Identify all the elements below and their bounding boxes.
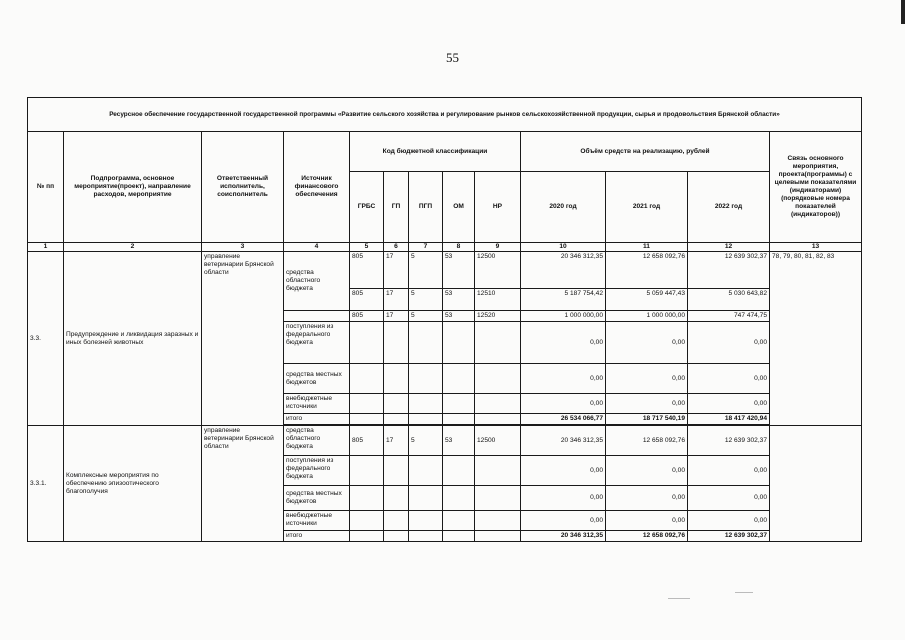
col-number: 1 xyxy=(28,243,64,252)
amount-2022: 12 639 302,37 xyxy=(688,426,770,456)
header-executor: Ответственный исполнитель, соисполнитель xyxy=(202,132,284,243)
row-number: 3.3. xyxy=(28,252,64,426)
source-label: средства местных бюджетов xyxy=(284,486,350,511)
grbs-cell: 805 xyxy=(350,426,384,456)
amount-2022: 12 639 302,37 xyxy=(688,252,770,289)
col-number: 8 xyxy=(443,243,475,252)
pgp-cell: 5 xyxy=(409,311,443,322)
amount-2022: 0,00 xyxy=(688,486,770,511)
header-kbk: Код бюджетной классификации xyxy=(350,132,521,172)
col-number: 4 xyxy=(284,243,350,252)
total-2020: 20 346 312,35 xyxy=(521,531,606,542)
header-num: № пп xyxy=(28,132,64,243)
header-nr: НР xyxy=(475,172,521,243)
amount-2022: 747 474,75 xyxy=(688,311,770,322)
amount-2020: 0,00 xyxy=(521,394,606,414)
om-cell: 53 xyxy=(443,289,475,311)
gp-cell: 17 xyxy=(384,426,409,456)
col-number: 11 xyxy=(606,243,688,252)
total-2021: 18 717 540,19 xyxy=(606,414,688,425)
source-label: поступления из федерального бюджета xyxy=(284,322,350,364)
col-number: 10 xyxy=(521,243,606,252)
col-number: 6 xyxy=(384,243,409,252)
source-label: итого xyxy=(284,414,350,425)
pgp-cell: 5 xyxy=(409,289,443,311)
amount-2022: 0,00 xyxy=(688,394,770,414)
amount-2021: 12 658 092,76 xyxy=(606,426,688,456)
row-executor: управление ветеринарии Брянской области xyxy=(202,252,284,426)
total-2021: 12 658 092,76 xyxy=(606,531,688,542)
table-title: Ресурсное обеспечение государственной государственной программы «Развитие сельского хозяйства и регулирование рынков сельскохозяйственной продукции, сырья и продовольствия Брянской области» xyxy=(28,98,862,132)
grbs-cell: 805 xyxy=(350,252,384,289)
indicator-links xyxy=(770,426,862,542)
om-cell: 53 xyxy=(443,426,475,456)
total-2020: 26 534 066,77 xyxy=(521,414,606,425)
grbs-cell: 805 xyxy=(350,311,384,322)
total-2022: 18 417 420,94 xyxy=(688,414,770,425)
pgp-cell: 5 xyxy=(409,426,443,456)
total-2022: 12 639 302,37 xyxy=(688,531,770,542)
table-row xyxy=(28,252,862,289)
header-2022: 2022 год xyxy=(688,172,770,243)
source-label: средства местных бюджетов xyxy=(284,364,350,394)
row-executor: управление ветеринарии Брянской области xyxy=(202,426,284,542)
row-name: Предупреждение и ликвидация заразных и иных болезней животных xyxy=(64,252,202,426)
page-number: 55 xyxy=(446,50,459,65)
om-cell: 53 xyxy=(443,252,475,289)
nr-cell: 12500 xyxy=(475,426,521,456)
nr-cell: 12520 xyxy=(475,311,521,322)
amount-2021: 0,00 xyxy=(606,364,688,394)
amount-2020: 0,00 xyxy=(521,322,606,364)
amount-2020: 1 000 000,00 xyxy=(521,311,606,322)
col-number: 13 xyxy=(770,243,862,252)
col-number: 3 xyxy=(202,243,284,252)
amount-2021: 0,00 xyxy=(606,394,688,414)
amount-2020: 0,00 xyxy=(521,486,606,511)
source-label: поступления из федерального бюджета xyxy=(284,456,350,486)
scan-edge-mark xyxy=(901,0,905,24)
header-link: Связь основного мероприятия, проекта(программы) с целевыми показателями (индикаторами) (порядковые номера показателей (индикаторов)) xyxy=(770,132,862,243)
indicator-links: 78, 79, 80, 81, 82, 83 xyxy=(770,252,862,426)
amount-2020: 0,00 xyxy=(521,456,606,486)
amount-2021: 0,00 xyxy=(606,456,688,486)
gp-cell: 17 xyxy=(384,311,409,322)
header-name: Подпрограмма, основное мероприятие(проект), направление расходов, мероприятие xyxy=(64,132,202,243)
amount-2021: 12 658 092,76 xyxy=(606,252,688,289)
source-label-empty xyxy=(284,311,350,322)
amount-2021: 0,00 xyxy=(606,486,688,511)
amount-2022: 0,00 xyxy=(688,322,770,364)
resource-table xyxy=(27,97,862,542)
amount-2021: 0,00 xyxy=(606,511,688,531)
col-number: 9 xyxy=(475,243,521,252)
col-number: 5 xyxy=(350,243,384,252)
amount-2020: 20 346 312,35 xyxy=(521,426,606,456)
amount-2020: 20 346 312,35 xyxy=(521,252,606,289)
header-grbs: ГРБС xyxy=(350,172,384,243)
amount-2022: 5 030 643,82 xyxy=(688,289,770,311)
amount-2020: 0,00 xyxy=(521,511,606,531)
scan-speck xyxy=(668,598,690,599)
col-number: 2 xyxy=(64,243,202,252)
nr-cell: 12510 xyxy=(475,289,521,311)
amount-2020: 5 187 754,42 xyxy=(521,289,606,311)
col-number: 12 xyxy=(688,243,770,252)
amount-2021: 1 000 000,00 xyxy=(606,311,688,322)
header-gp: ГП xyxy=(384,172,409,243)
header-2021: 2021 год xyxy=(606,172,688,243)
row-name: Комплексные мероприятия по обеспечению эпизоотического благополучия xyxy=(64,426,202,542)
amount-2021: 0,00 xyxy=(606,322,688,364)
nr-cell: 12500 xyxy=(475,252,521,289)
header-volume: Объём средств на реализацию, рублей xyxy=(521,132,770,172)
amount-2020: 0,00 xyxy=(521,364,606,394)
source-label: средства областного бюджета xyxy=(284,252,350,311)
col-number: 7 xyxy=(409,243,443,252)
source-label: внебюджетные источники xyxy=(284,394,350,414)
source-label: средства областного бюджета xyxy=(284,426,350,456)
header-pgp: ПГП xyxy=(409,172,443,243)
om-cell: 53 xyxy=(443,311,475,322)
amount-2022: 0,00 xyxy=(688,511,770,531)
gp-cell: 17 xyxy=(384,252,409,289)
table-row xyxy=(28,426,862,456)
gp-cell: 17 xyxy=(384,289,409,311)
source-label: внебюджетные источники xyxy=(284,511,350,531)
amount-2022: 0,00 xyxy=(688,364,770,394)
pgp-cell: 5 xyxy=(409,252,443,289)
header-2020: 2020 год xyxy=(521,172,606,243)
header-om: ОМ xyxy=(443,172,475,243)
amount-2022: 0,00 xyxy=(688,456,770,486)
grbs-cell: 805 xyxy=(350,289,384,311)
row-number: 3.3.1. xyxy=(28,426,64,542)
scan-speck xyxy=(735,592,753,593)
amount-2021: 5 059 447,43 xyxy=(606,289,688,311)
source-label: итого xyxy=(284,531,350,542)
header-source: Источник финансового обеспечения xyxy=(284,132,350,243)
